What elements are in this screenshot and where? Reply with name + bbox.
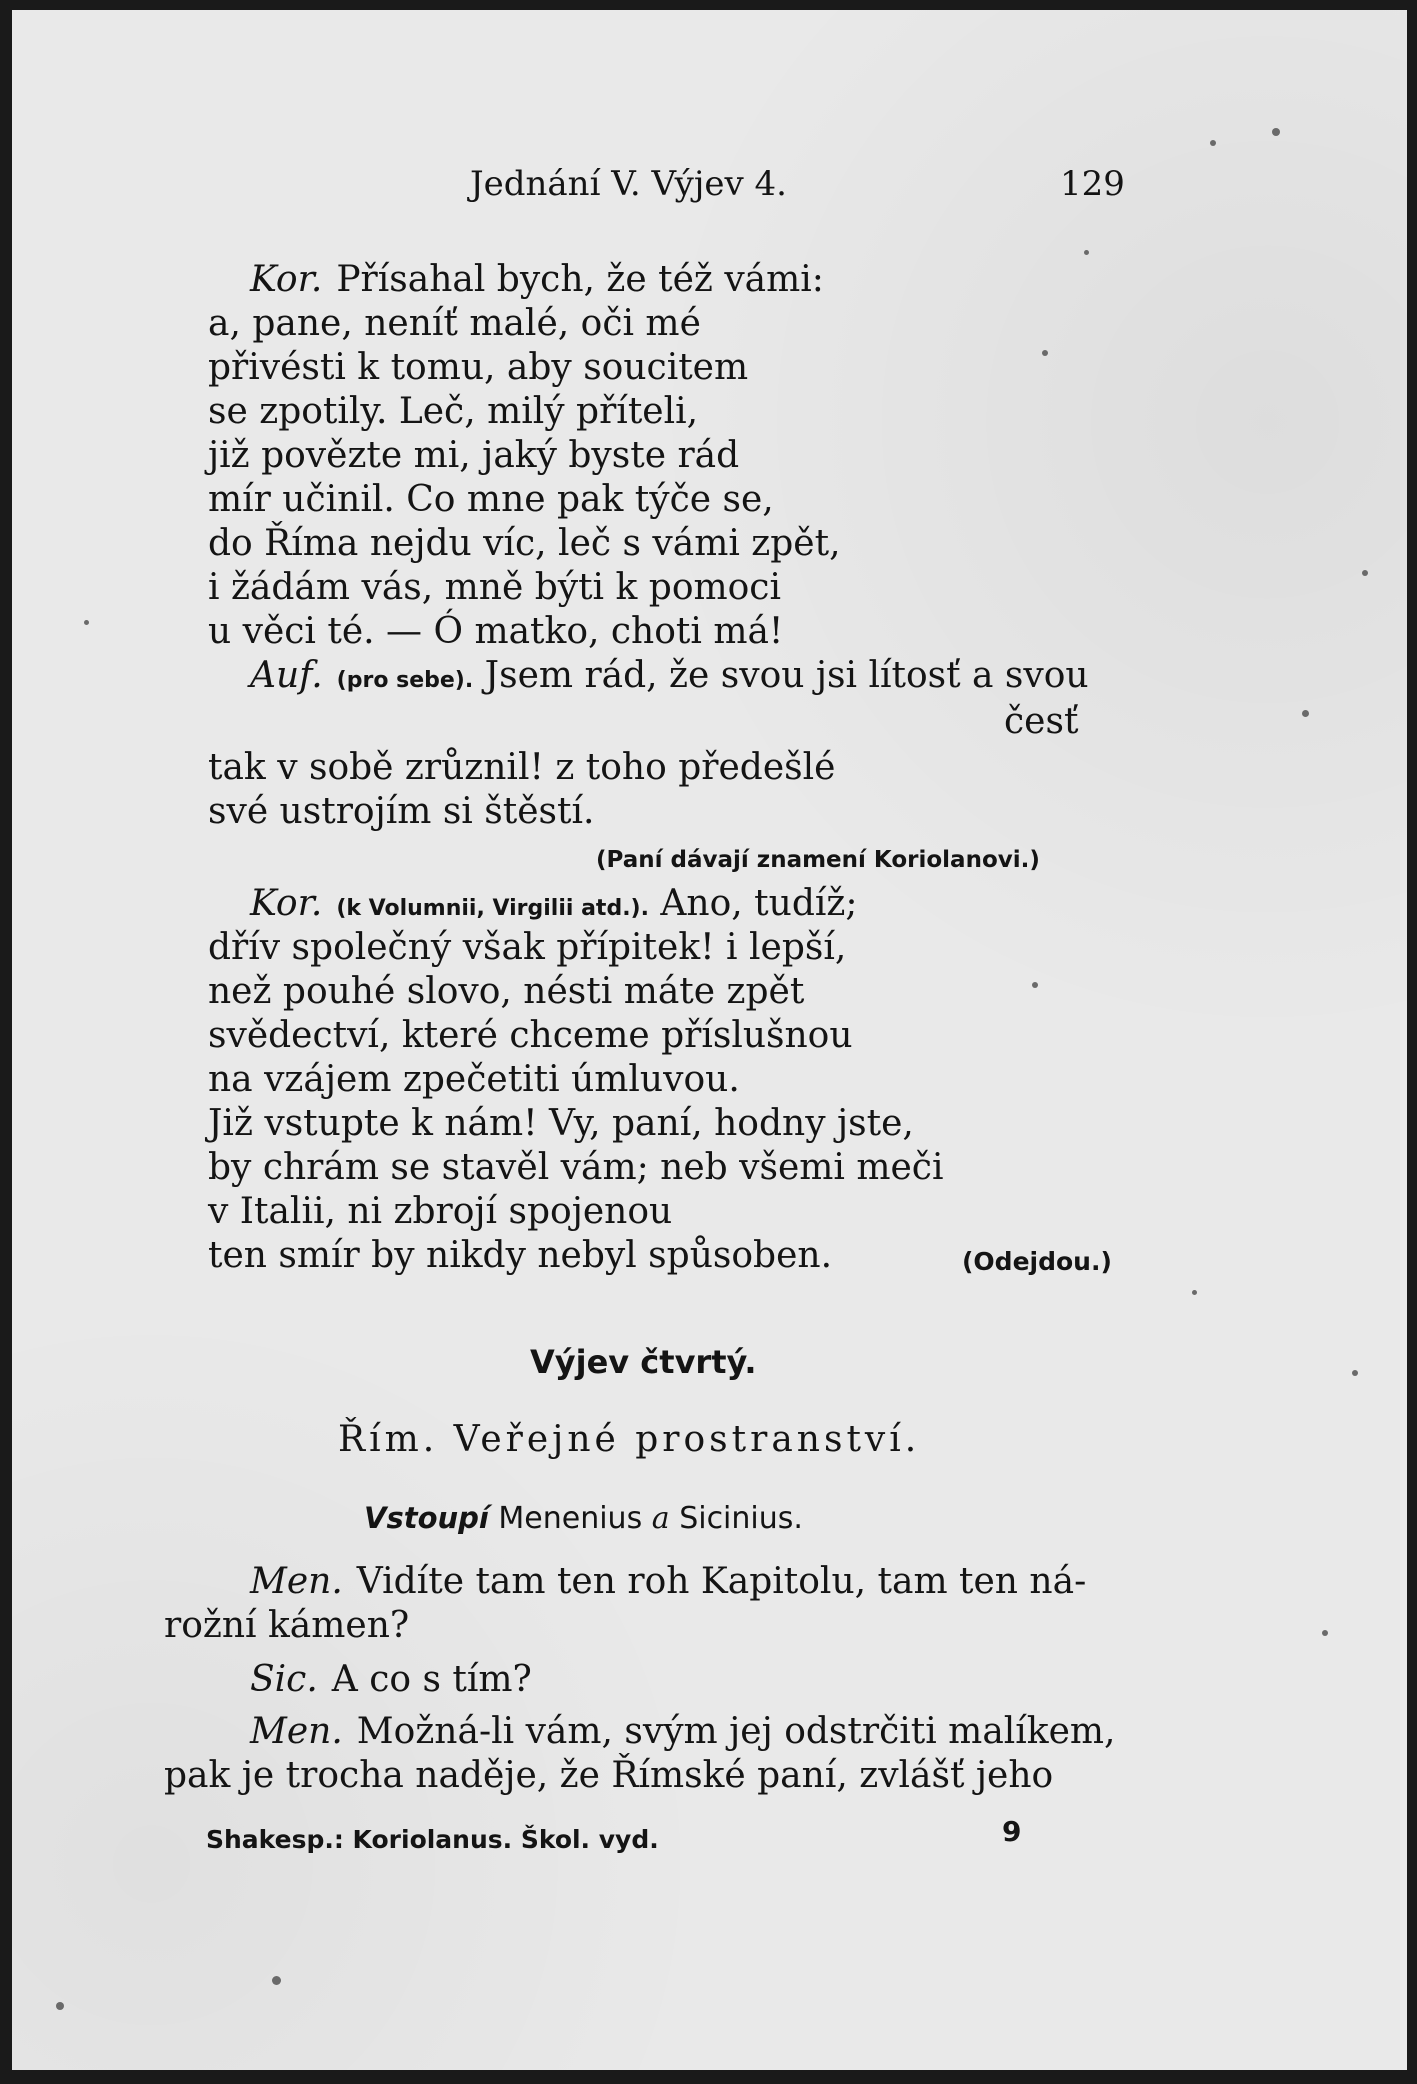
speaker-name: Kor.: [250, 259, 323, 300]
scan-speck: [1322, 1630, 1328, 1636]
book-page: [12, 10, 1407, 2070]
scan-speck: [1084, 250, 1089, 255]
verse-line: by chrám se stavěl vám; neb všemi meči: [208, 1147, 944, 1188]
speaker-name: Sic.: [250, 1659, 318, 1700]
verse-line: tak v sobě zrůznil! z toho předešlé: [208, 747, 836, 788]
verse-line: v Italii, ni zbrojí spojenou: [208, 1191, 673, 1232]
verse-line: mír učinil. Co mne pak týče se,: [208, 479, 774, 520]
prose-text: A co s tím?: [331, 1659, 532, 1700]
scan-speck: [1352, 1370, 1358, 1376]
speaker-name: Men.: [250, 1711, 343, 1752]
scene-location: Řím. Veřejné prostranství.: [338, 1419, 921, 1460]
page-number: 129: [1060, 164, 1125, 204]
verse-text: Jsem rád, že svou jsi lítosť a svou: [484, 655, 1089, 696]
verse-line: Již vstupte k nám! Vy, paní, hodny jste,: [208, 1103, 914, 1144]
prose-line: [250, 1560, 1086, 1604]
scan-speck: [84, 620, 89, 625]
scan-speck: [1210, 140, 1216, 146]
verse-line: i žádám vás, mně býti k pomoci: [208, 567, 781, 608]
verse-line: než pouhé slovo, nésti máte zpět: [208, 971, 805, 1012]
speaker-name: Men.: [250, 1561, 343, 1602]
prose-text: Možná-li vám, svým jej odstrčiti malíkem,: [356, 1711, 1116, 1752]
conjunction: a: [651, 1501, 670, 1536]
prose-line: rožní kámen?: [164, 1605, 410, 1646]
verse-text: Ano, tudíž;: [660, 883, 858, 924]
verse-line: svědectví, které chceme příslušnou: [208, 1015, 853, 1056]
scene-heading: Výjev čtvrtý.: [530, 1343, 757, 1381]
stage-direction-exit: (Odejdou.): [962, 1247, 1112, 1276]
verse-line: na vzájem zpečetiti úmluvou.: [208, 1059, 740, 1100]
verse-line: přivésti k tomu, aby soucitem: [208, 347, 749, 388]
verse-line: do Říma nejdu víc, leč s vámi zpět,: [208, 523, 841, 564]
scan-speck: [272, 1976, 281, 1985]
scan-speck: [1042, 350, 1048, 356]
sheet-number: 9: [1002, 1815, 1022, 1848]
scan-speck: [1362, 570, 1368, 576]
scan-speck: [1272, 128, 1280, 136]
stage-direction-inline: (pro sebe).: [336, 668, 474, 693]
verse-line: [250, 258, 824, 302]
verse-line: a, pane, neníť malé, oči mé: [208, 303, 701, 344]
prose-line: pak je trocha naděje, že Římské paní, zvlášť jeho: [164, 1755, 1054, 1796]
speaker-name: Kor.: [250, 883, 323, 924]
verse-line: [250, 654, 1089, 703]
verse-line: ten smír by nikdy nebyl spůsoben.: [208, 1235, 833, 1276]
scan-speck: [1302, 710, 1309, 717]
verse-line: [250, 882, 857, 931]
entrance-verb: Vstoupí: [364, 1501, 489, 1535]
scan-speck: [1032, 982, 1038, 988]
stage-direction: (Paní dávají znamení Koriolanovi.): [596, 847, 1040, 873]
prose-text: Vidíte tam ten roh Kapitolu, tam ten ná-: [356, 1561, 1087, 1602]
scan-speck: [1192, 1290, 1197, 1295]
verse-text: Přísahal bych, že též vámi:: [336, 259, 824, 300]
character-name: Menenius: [498, 1501, 643, 1536]
verse-line: již povězte mi, jaký byste rád: [208, 435, 740, 476]
speaker-name: Auf.: [250, 655, 323, 696]
running-title: Jednání V. Výjev 4.: [470, 164, 787, 204]
stage-direction-inline: (k Volumnii, Virgilii atd.).: [336, 896, 649, 921]
verse-continuation: česť: [1004, 701, 1079, 742]
verse-line: se zpotily. Leč, milý příteli,: [208, 391, 699, 432]
entrance-direction: [364, 1496, 803, 1541]
signature-line: Shakesp.: Koriolanus. Škol. vyd.: [206, 1825, 659, 1854]
verse-line: u věci té. — Ó matko, choti má!: [208, 611, 784, 652]
character-name: Sicinius.: [679, 1501, 803, 1536]
verse-line: dřív společný však přípitek! i lepší,: [208, 927, 847, 968]
prose-line: [250, 1710, 1116, 1754]
verse-line: své ustrojím si štěstí.: [208, 791, 595, 832]
prose-line: [250, 1658, 532, 1702]
scan-speck: [56, 2002, 64, 2010]
